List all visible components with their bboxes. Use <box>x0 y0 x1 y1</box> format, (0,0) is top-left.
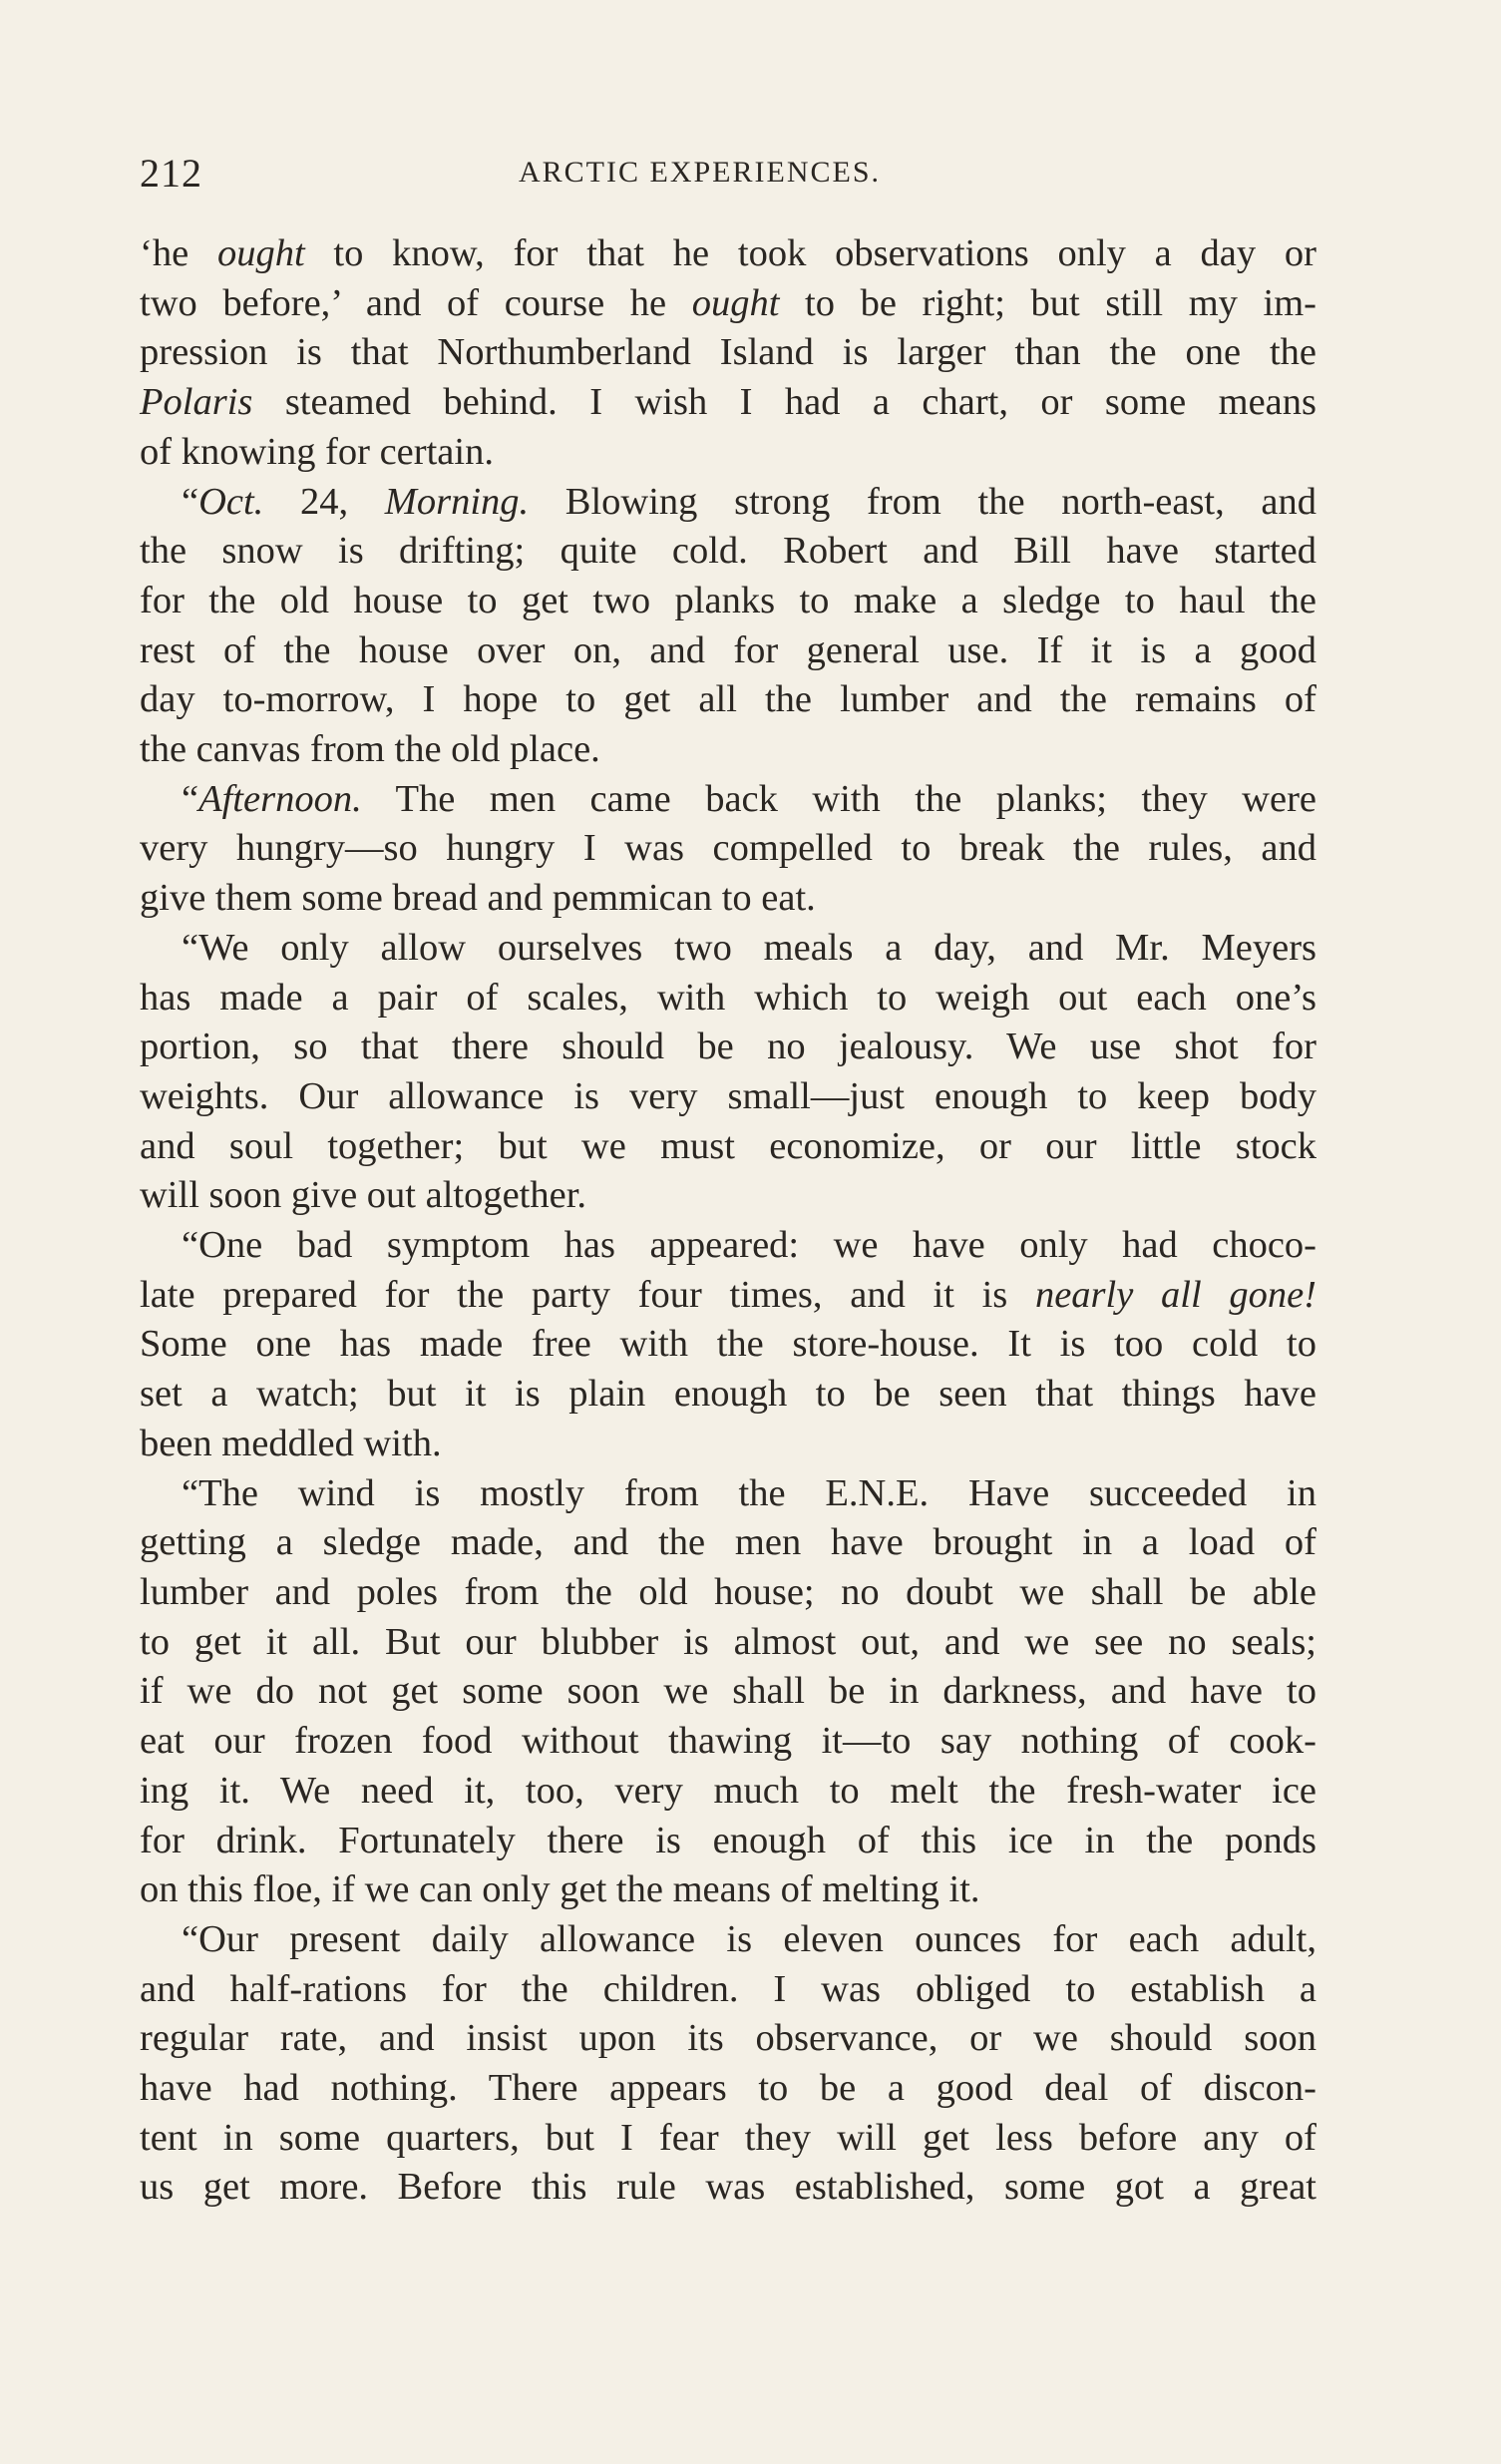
text-line: pression is that Northumberland Island is larger than the one the <box>140 331 1316 374</box>
text-line: and soul together; but we must economize, or our little stock <box>140 1124 1316 1167</box>
text-line: for drink. Fortunately there is enough of this ice in the ponds <box>140 1819 1316 1861</box>
text-line: to get it all. But our blubber is almost out, and we see no seals; <box>140 1620 1316 1663</box>
text-line: set a watch; but it is plain enough to be seen that things have <box>140 1373 1316 1416</box>
text-line: late prepared for the party four times, and it is nearly all gone! <box>140 1273 1316 1316</box>
body-text <box>140 229 1316 2213</box>
text-line: Some one has made free with the store-house. It is too cold to <box>140 1323 1316 1366</box>
text-line: regular rate, and insist upon its observance, or we should soon <box>140 2017 1316 2060</box>
text-line: “Our present daily allowance is eleven ounces for each adult, <box>182 1917 1316 1960</box>
italic-phrase: Polaris <box>140 381 253 424</box>
text-line: been meddled with. <box>140 1422 442 1464</box>
text-line: Polaris steamed behind. I wish I had a chart, or some means <box>140 381 1316 424</box>
text-line: lumber and poles from the old house; no doubt we shall be able <box>140 1570 1316 1613</box>
text-line: “Afternoon. The men came back with the planks; they were <box>182 777 1316 820</box>
italic-phrase: nearly all gone! <box>1034 1273 1316 1316</box>
text-line: if we do not get some soon we shall be in darkness, and have to <box>140 1670 1316 1713</box>
italic-phrase: Morning. <box>384 480 530 523</box>
text-line: has made a pair of scales, with which to weigh out each one’s <box>140 976 1316 1019</box>
text-line: two before,’ and of course he ought to be right; but still my im- <box>140 281 1316 324</box>
text-line: and half-rations for the children. I was obliged to establish a <box>140 1967 1316 2010</box>
text-line: have had nothing. There appears to be a good deal of discon- <box>140 2067 1316 2110</box>
text-line: for the old house to get two planks to make a sledge to haul the <box>140 579 1316 621</box>
page-number: 212 <box>140 151 202 196</box>
running-title: ARCTIC EXPERIENCES. <box>519 156 882 189</box>
text-line: tent in some quarters, but I fear they will get less before any of <box>140 2116 1316 2159</box>
text-line: getting a sledge made, and the men have brought in a load of <box>140 1521 1316 1564</box>
text-line: on this floe, if we can only get the means of melting it. <box>140 1868 980 1911</box>
text-line: rest of the house over on, and for general use. If it is a good <box>140 628 1316 671</box>
text-line: ing it. We need it, too, very much to melt the fresh-water ice <box>140 1769 1316 1812</box>
running-head <box>140 150 1321 200</box>
text-line: give them some bread and pemmican to eat. <box>140 877 816 920</box>
text-line: “The wind is mostly from the E.N.E. Have succeeded in <box>182 1471 1316 1514</box>
text-line: us get more. Before this rule was established, some got a great <box>140 2166 1316 2209</box>
text-line: of knowing for certain. <box>140 430 494 473</box>
italic-phrase: Afternoon. <box>198 777 362 820</box>
text-line: weights. Our allowance is very small—just enough to keep body <box>140 1074 1316 1117</box>
italic-phrase: ought <box>216 232 305 274</box>
italic-phrase: Oct. <box>198 480 264 523</box>
text-line: “Oct. 24, Morning. Blowing strong from the north-east, and <box>182 480 1317 523</box>
text-line: the snow is drifting; quite cold. Robert and Bill have started <box>140 530 1316 573</box>
text-line: the canvas from the old place. <box>140 728 600 771</box>
italic-phrase: ought <box>691 281 780 324</box>
text-line: portion, so that there should be no jealousy. We use shot for <box>140 1026 1316 1068</box>
text-line: “We only allow ourselves two meals a day, and Mr. Meyers <box>182 926 1316 969</box>
text-line: “One bad symptom has appeared: we have only had choco- <box>182 1224 1316 1267</box>
text-line: will soon give out altogether. <box>140 1174 587 1217</box>
text-line: ‘he ought to know, for that he took observations only a day or <box>140 232 1316 274</box>
text-line: day to-morrow, I hope to get all the lumber and the remains of <box>140 678 1316 721</box>
text-line: very hungry—so hungry I was compelled to break the rules, and <box>140 827 1316 870</box>
text-line: eat our frozen food without thawing it—to say nothing of cook- <box>140 1720 1316 1763</box>
